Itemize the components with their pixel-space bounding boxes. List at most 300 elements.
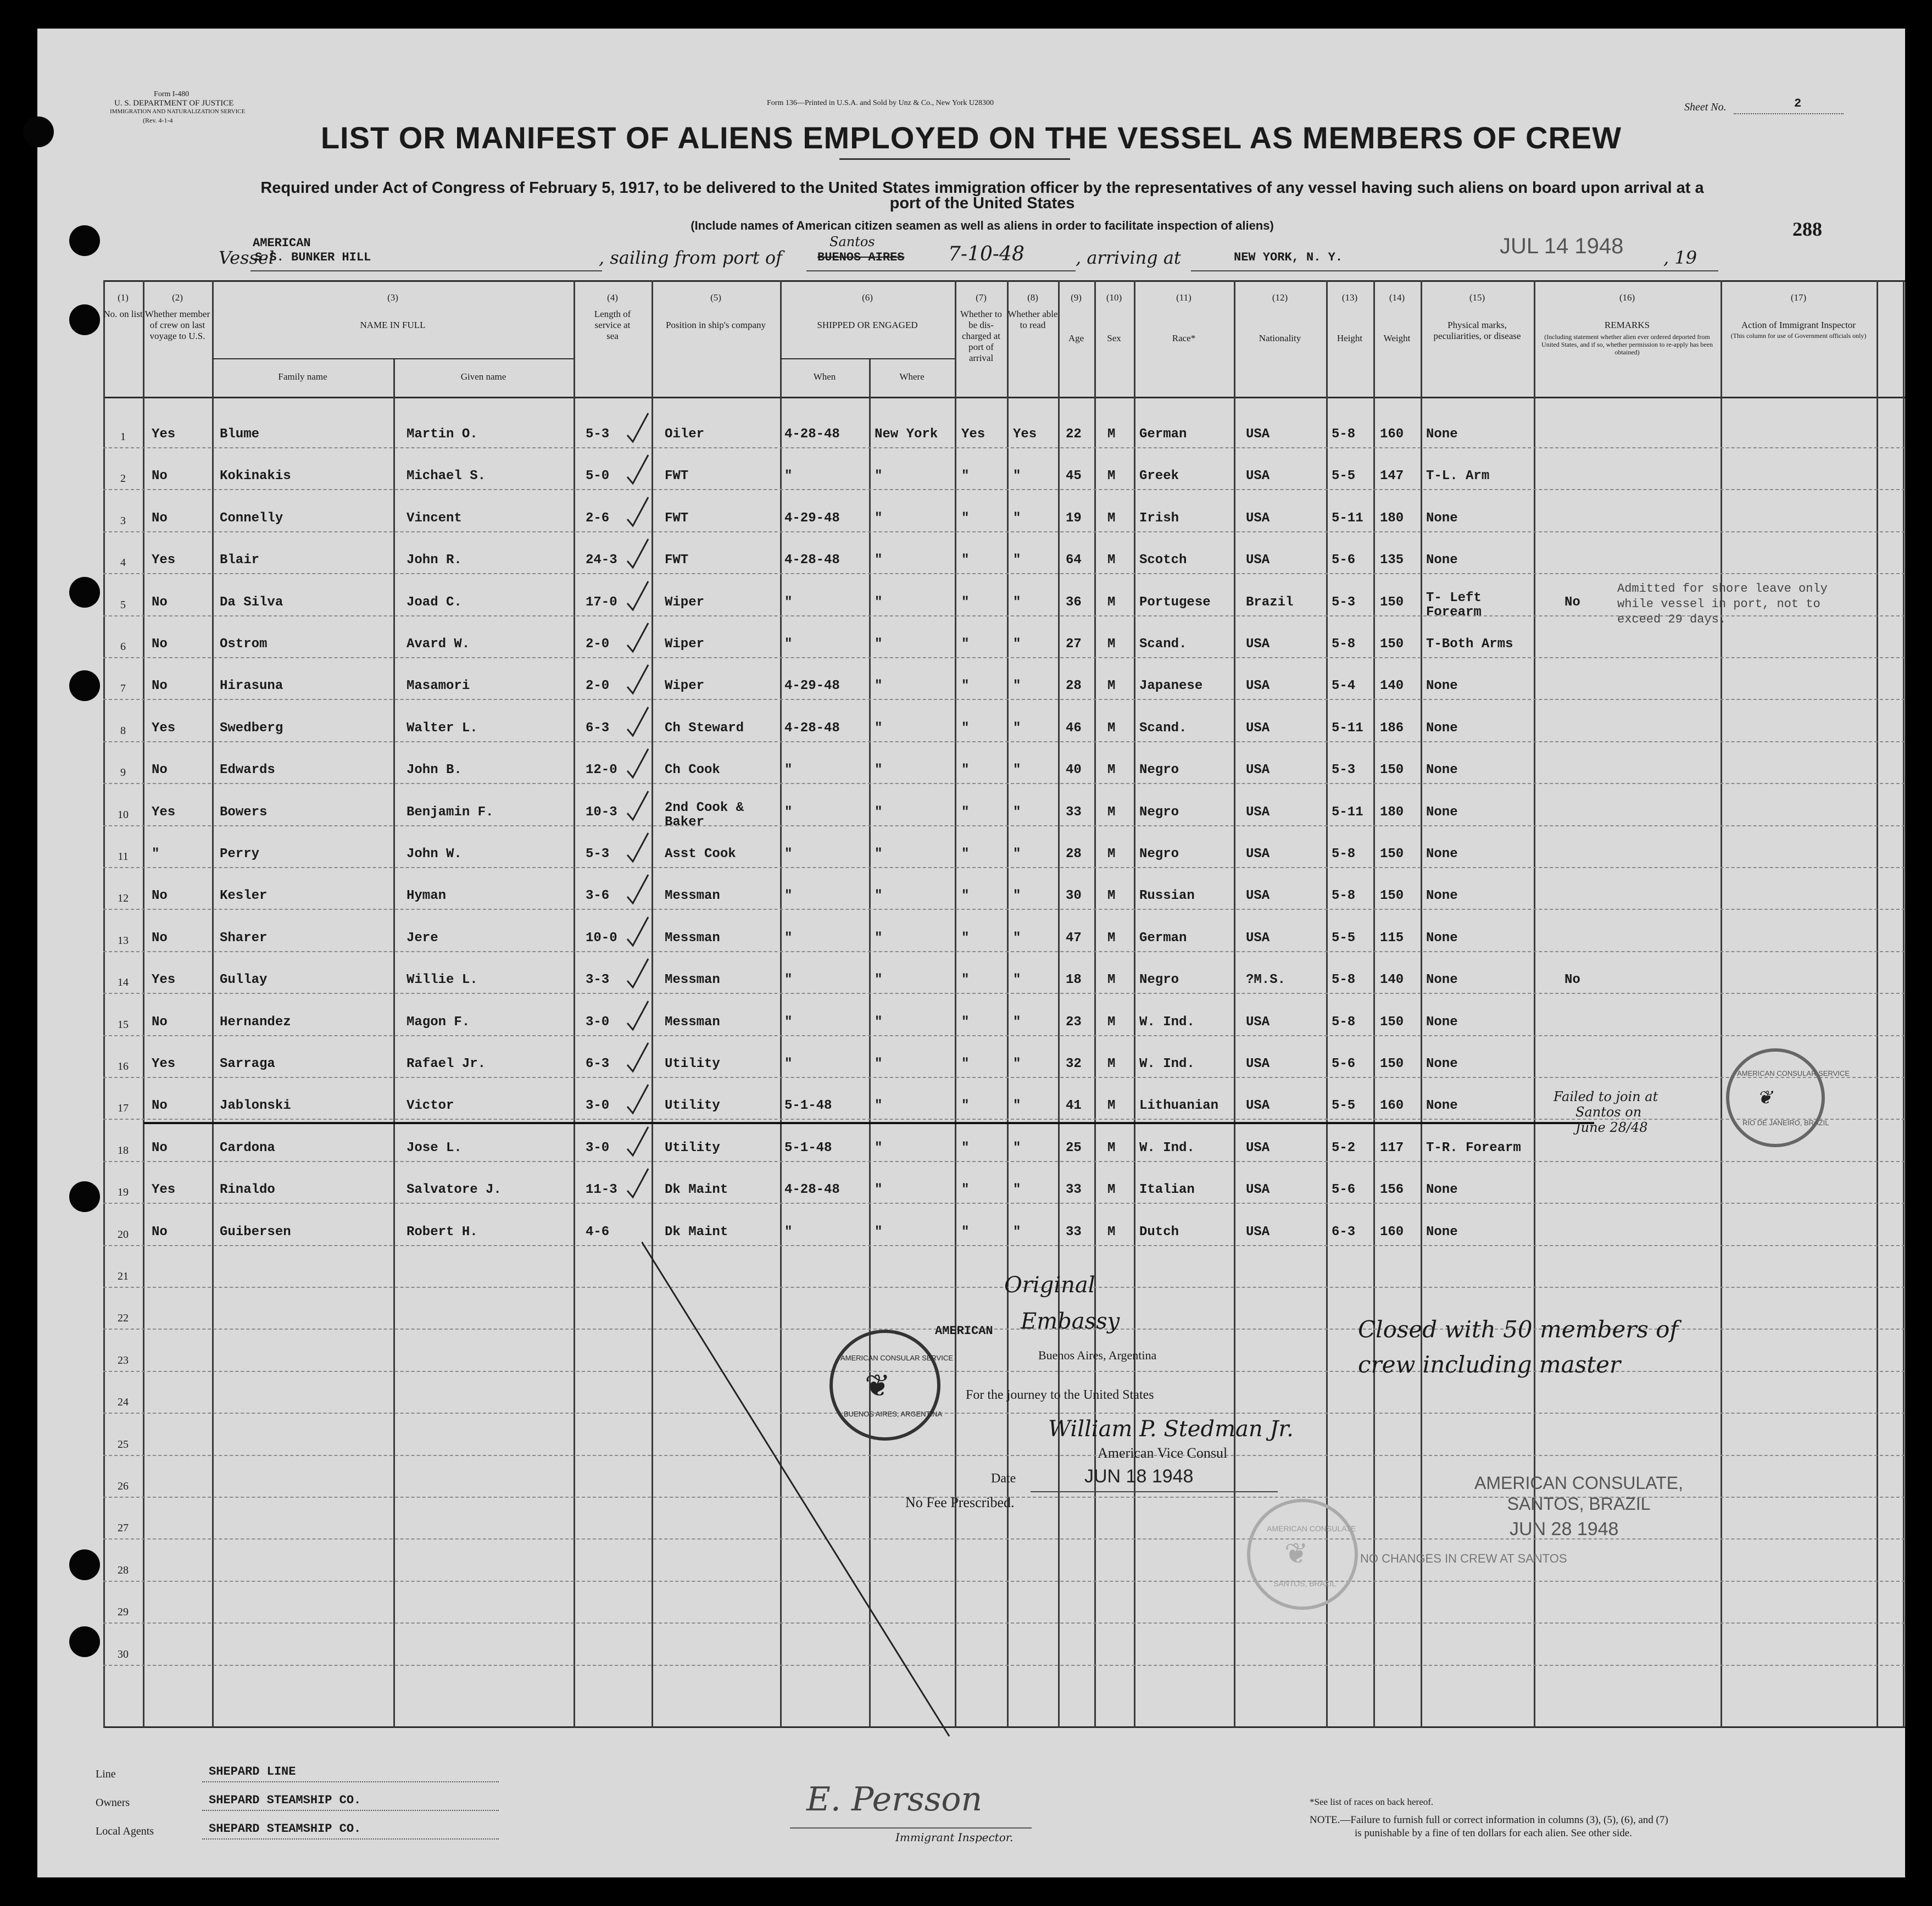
- col-header-3: (3) NAME IN FULL: [360, 292, 426, 330]
- row-number: 25: [118, 1438, 129, 1451]
- cell-family: Guibersen: [220, 1224, 291, 1240]
- cell-when: 4-28-48: [784, 1182, 840, 1198]
- cell-prev: Yes: [152, 720, 176, 736]
- cell-age: 47: [1066, 930, 1082, 946]
- cell-sex: M: [1107, 930, 1116, 946]
- cell-family: Edwards: [220, 763, 275, 778]
- cell-weight: 150: [1380, 1014, 1404, 1030]
- col-line: [143, 280, 144, 1727]
- row-rule: [103, 1665, 1905, 1666]
- cell-weight: 150: [1380, 888, 1404, 904]
- cell-weight: 140: [1380, 679, 1404, 694]
- cell-service: 17-0: [586, 594, 617, 610]
- owners-value: SHEPARD STEAMSHIP CO.: [209, 1793, 361, 1807]
- subtitle-port: port of the United States: [889, 195, 1075, 212]
- arriving-port: NEW YORK, N. Y.: [1234, 251, 1343, 264]
- row-number: 20: [118, 1228, 129, 1241]
- arrival-date-stamp: JUL 14 1948: [1500, 234, 1624, 258]
- cell-read: ": [1013, 720, 1021, 736]
- embassy-typed: AMERICAN: [935, 1324, 993, 1338]
- cell-remarks: No: [1564, 594, 1580, 610]
- cell-nationality: USA: [1246, 763, 1270, 778]
- cell-position: Dk Maint: [665, 1224, 728, 1240]
- col-line: [574, 280, 575, 1727]
- row-rule: [103, 1538, 1905, 1540]
- col-header-12: (12) Nationality: [1259, 292, 1301, 343]
- check-mark: [624, 411, 652, 444]
- cell-when: 4-28-48: [784, 720, 840, 736]
- col-header-13: (13) Height: [1337, 292, 1363, 343]
- row-rule: [103, 783, 1905, 784]
- check-mark: [624, 621, 652, 654]
- cell-when: 4-29-48: [784, 679, 840, 694]
- cell-marks: None: [1426, 553, 1458, 568]
- cell-race: Japanese: [1139, 679, 1203, 694]
- cell-marks: None: [1426, 763, 1458, 778]
- col-header-1: (1) No. on list: [103, 292, 143, 319]
- seal-rio: AMERICAN CONSULAR SERVICE ❦ RIO DE JANEIRO, BRAZIL: [1726, 1048, 1825, 1147]
- cell-marks: None: [1426, 1014, 1458, 1030]
- cell-read: ": [1013, 763, 1021, 778]
- cell-where: ": [875, 594, 883, 610]
- cell-age: 45: [1066, 469, 1082, 484]
- table-top-border: [103, 280, 1905, 282]
- cell-read: ": [1013, 930, 1021, 946]
- cell-weight: 180: [1380, 510, 1404, 526]
- sailing-port: BUENOS AIRES: [817, 251, 905, 264]
- cell-given: Magon F.: [407, 1014, 470, 1030]
- cell-when: 4-28-48: [784, 553, 840, 568]
- cell-discharged: ": [961, 930, 970, 946]
- cell-nationality: USA: [1246, 720, 1270, 736]
- cell-given: Walter L.: [407, 720, 478, 736]
- sailing-label: , sailing from port of: [599, 247, 782, 268]
- cell-given: Hyman: [407, 888, 447, 904]
- cell-nationality: USA: [1246, 1098, 1270, 1114]
- cell-given: Michael S.: [407, 469, 486, 484]
- row-rule: [103, 1413, 1905, 1414]
- cell-marks: None: [1426, 679, 1458, 694]
- cell-weight: 147: [1380, 469, 1404, 484]
- cell-where: ": [875, 510, 883, 526]
- check-mark: [624, 453, 652, 486]
- cell-service: 12-0: [586, 763, 617, 778]
- cell-service: 10-0: [586, 930, 617, 946]
- cell-race: Scotch: [1139, 553, 1187, 568]
- cell-where: ": [875, 973, 883, 988]
- cell-service: 2-6: [586, 510, 610, 526]
- cell-prev: No: [152, 679, 168, 694]
- cell-discharged: ": [961, 594, 970, 610]
- service-name: IMMIGRATION AND NATURALIZATION SERVICE: [110, 108, 246, 115]
- row-number: 2: [120, 473, 126, 485]
- cell-height: 5-5: [1332, 1098, 1356, 1114]
- cell-position: Utility: [665, 1098, 720, 1114]
- cell-service: 3-3: [586, 973, 610, 988]
- cell-sex: M: [1107, 427, 1116, 442]
- cell-height: 5-5: [1332, 469, 1356, 484]
- cell-age: 40: [1066, 763, 1082, 778]
- cell-weight: 117: [1380, 1140, 1404, 1155]
- cell-age: 27: [1066, 637, 1082, 652]
- cell-discharged: ": [961, 510, 970, 526]
- cell-discharged: ": [961, 1140, 970, 1155]
- cell-height: 5-6: [1332, 1182, 1356, 1198]
- col-line: [212, 280, 214, 1727]
- cell-height: 5-8: [1332, 637, 1356, 652]
- cell-given: Victor: [407, 1098, 454, 1114]
- subheader-line: [780, 358, 955, 359]
- cell-when: ": [784, 469, 793, 484]
- arriving-line: [1191, 270, 1488, 271]
- cell-discharged: ": [961, 888, 970, 904]
- date-label: Date: [991, 1471, 1016, 1486]
- cell-sex: M: [1107, 804, 1116, 820]
- row-rule: [103, 1245, 1905, 1246]
- table-header-bottom: [103, 397, 1905, 398]
- cell-weight: 150: [1380, 637, 1404, 652]
- cell-where: New York: [875, 427, 938, 442]
- cell-given: Vincent: [407, 510, 462, 526]
- cell-sex: M: [1107, 1182, 1116, 1198]
- col-header-given: Given name: [460, 371, 506, 382]
- cell-family: Blume: [220, 427, 260, 442]
- check-mark: [624, 999, 652, 1032]
- row-rule: [103, 699, 1905, 700]
- arriving-label: , arriving at: [1076, 247, 1181, 268]
- cell-race: W. Ind.: [1139, 1140, 1195, 1155]
- shore-leave-note: Admitted for shore leave only while vessel in port, not to exceed 29 days.: [1617, 582, 1828, 626]
- row-rule: [103, 447, 1905, 448]
- row-rule: [103, 1035, 1905, 1036]
- row-number: 15: [118, 1018, 129, 1031]
- cell-height: 5-3: [1332, 763, 1356, 778]
- cell-marks: None: [1426, 427, 1458, 442]
- col-line: [1903, 280, 1905, 1727]
- vessel-label: Vessel: [219, 247, 275, 268]
- check-mark: [624, 495, 652, 528]
- cell-read: ": [1013, 469, 1021, 484]
- cell-age: 28: [1066, 847, 1082, 862]
- cell-age: 25: [1066, 1140, 1082, 1155]
- cell-read: ": [1013, 847, 1021, 862]
- cell-sex: M: [1107, 510, 1116, 526]
- cell-nationality: USA: [1246, 888, 1270, 904]
- check-mark: [624, 789, 652, 822]
- row-number: 28: [118, 1564, 129, 1576]
- row-number: 19: [118, 1186, 129, 1199]
- cell-sex: M: [1107, 1057, 1116, 1071]
- cell-height: 5-11: [1332, 510, 1363, 526]
- cell-where: ": [875, 1098, 883, 1114]
- row-rule: [103, 1203, 1905, 1204]
- cell-age: 33: [1066, 1224, 1082, 1240]
- row-number: 10: [118, 808, 129, 821]
- row-number: 27: [118, 1522, 129, 1535]
- strike-line-row-17: [144, 1122, 1594, 1124]
- cell-nationality: USA: [1246, 679, 1270, 694]
- cell-when: ": [784, 930, 793, 946]
- cell-read: ": [1013, 1224, 1021, 1240]
- cell-given: Benjamin F.: [407, 804, 494, 820]
- agents-underline: [202, 1838, 499, 1840]
- sailing-line: [806, 270, 1076, 271]
- punch-hole: [69, 1549, 100, 1580]
- row-number: 22: [118, 1312, 129, 1325]
- check-mark: [624, 915, 652, 948]
- cell-given: John W.: [407, 847, 462, 862]
- cell-weight: 160: [1380, 1098, 1404, 1114]
- cell-marks: None: [1426, 847, 1458, 862]
- cell-service: 3-0: [586, 1014, 610, 1030]
- cell-read: ": [1013, 1140, 1021, 1155]
- cell-race: Greek: [1139, 469, 1179, 484]
- cell-where: ": [875, 1140, 883, 1155]
- cell-when: ": [784, 888, 793, 904]
- check-mark: [624, 747, 652, 780]
- failure-note-2: is punishable by a fine of ten dollars for each alien. See other side.: [1355, 1827, 1632, 1839]
- cell-prev: Yes: [152, 973, 176, 988]
- row-number: 7: [120, 682, 126, 695]
- cell-service: 2-0: [586, 679, 610, 694]
- owners-label: Owners: [96, 1797, 130, 1809]
- table-bottom-border: [103, 1726, 1905, 1728]
- col-header-7: (7) Whether to be dis-charged at port of arrival: [960, 292, 1002, 363]
- cell-read: ": [1013, 1057, 1021, 1071]
- row-number: 5: [120, 598, 126, 611]
- cell-family: Gullay: [220, 973, 268, 988]
- cell-position: Messman: [665, 930, 720, 946]
- cell-marks: None: [1426, 1098, 1458, 1114]
- cell-when: ": [784, 1014, 793, 1030]
- cell-service: 5-0: [586, 469, 610, 484]
- cell-race: Scand.: [1139, 720, 1187, 736]
- row-rule: [103, 1161, 1905, 1162]
- cell-discharged: ": [961, 553, 970, 568]
- cell-marks: T-R. Forearm: [1426, 1140, 1521, 1155]
- row-rule: [103, 531, 1905, 532]
- check-mark: [624, 873, 652, 905]
- row-number: 24: [118, 1396, 129, 1409]
- cell-marks: None: [1426, 1224, 1458, 1240]
- vessel-nationality: AMERICAN: [253, 236, 311, 250]
- cell-age: 64: [1066, 553, 1082, 568]
- year-label: , 19: [1663, 247, 1697, 268]
- cell-discharged: ": [961, 1014, 970, 1030]
- cell-family: Connelly: [220, 510, 283, 526]
- cell-service: 5-3: [586, 427, 610, 442]
- cell-where: ": [875, 804, 883, 820]
- cell-age: 22: [1066, 427, 1082, 442]
- cell-height: 5-3: [1332, 594, 1356, 610]
- vessel-line: [250, 270, 602, 271]
- closed-with-note: Closed with 50 members of crew including master: [1358, 1316, 1679, 1378]
- col-header-4: (4) Length of service at sea: [594, 292, 631, 341]
- cell-sex: M: [1107, 469, 1116, 484]
- cell-race: Negro: [1139, 973, 1179, 988]
- check-mark: [624, 957, 652, 990]
- cell-age: 36: [1066, 594, 1082, 610]
- cell-service: 10-3: [586, 804, 617, 820]
- cell-nationality: USA: [1246, 427, 1270, 442]
- cell-sex: M: [1107, 888, 1116, 904]
- cell-when: ": [784, 637, 793, 652]
- cell-race: Negro: [1139, 763, 1179, 778]
- cell-family: Hernandez: [220, 1014, 291, 1030]
- cell-where: ": [875, 679, 883, 694]
- cell-discharged: ": [961, 469, 970, 484]
- row-number: 23: [118, 1354, 129, 1366]
- row-number: 12: [118, 892, 129, 905]
- cell-read: ": [1013, 594, 1021, 610]
- santos-date-stamp: JUN 28 1948: [1510, 1519, 1619, 1540]
- cell-discharged: ": [961, 1098, 970, 1114]
- cell-remarks: No: [1564, 973, 1580, 988]
- cell-position: Wiper: [665, 594, 705, 610]
- cell-where: ": [875, 637, 883, 652]
- no-changes-stamp: NO CHANGES IN CREW AT SANTOS: [1360, 1552, 1567, 1565]
- cell-height: 5-6: [1332, 553, 1356, 568]
- cell-marks: None: [1426, 804, 1458, 820]
- cell-height: 5-8: [1332, 1014, 1356, 1030]
- cell-family: Sharer: [220, 930, 268, 946]
- cell-race: Negro: [1139, 804, 1179, 820]
- row-rule: [103, 657, 1905, 658]
- cell-position: FWT: [665, 469, 689, 484]
- cell-age: 28: [1066, 679, 1082, 694]
- cell-service: 6-3: [586, 720, 610, 736]
- cell-sex: M: [1107, 553, 1116, 568]
- cell-marks: None: [1426, 930, 1458, 946]
- cell-race: Italian: [1139, 1182, 1195, 1198]
- col-line: [1421, 280, 1422, 1727]
- inspector-signature: E. Persson: [806, 1780, 983, 1819]
- cell-weight: 150: [1380, 763, 1404, 778]
- row-rule: [103, 573, 1905, 574]
- cell-family: Bowers: [220, 804, 268, 820]
- row-number: 9: [120, 766, 126, 779]
- col-header-14: (14) Weight: [1383, 292, 1411, 343]
- row-number: 26: [118, 1480, 129, 1492]
- col-line: [1373, 280, 1375, 1727]
- row-number: 14: [118, 976, 129, 989]
- col-header-11: (11) Race*: [1172, 292, 1196, 343]
- punch-hole: [69, 1626, 100, 1657]
- cell-prev: No: [152, 1098, 168, 1114]
- cell-family: Swedberg: [220, 720, 283, 736]
- col-header-family: Family name: [278, 371, 327, 382]
- cell-marks: T-Both Arms: [1426, 637, 1513, 652]
- cell-service: 4-6: [586, 1224, 610, 1240]
- cell-position: Wiper: [665, 637, 705, 652]
- col-header-15: (15) Physical marks, peculiarities, or disease: [1433, 292, 1521, 341]
- cell-family: Rinaldo: [220, 1182, 275, 1198]
- cell-nationality: Brazil: [1246, 594, 1294, 610]
- cell-where: ": [875, 469, 883, 484]
- cell-marks: None: [1426, 1057, 1458, 1071]
- cell-read: ": [1013, 510, 1021, 526]
- row-rule: [103, 741, 1905, 742]
- vessel-name: S.S. BUNKER HILL: [255, 251, 371, 264]
- cell-family: Sarraga: [220, 1057, 275, 1071]
- date-line: [1488, 270, 1718, 271]
- punch-hole: [69, 225, 100, 256]
- cell-when: ": [784, 1057, 793, 1071]
- col-header-8: (8) Whether able to read: [1007, 292, 1058, 330]
- cell-position: Asst Cook: [665, 847, 736, 862]
- embassy-city: Buenos Aires, Argentina: [1038, 1348, 1157, 1362]
- row-number: 8: [120, 724, 126, 737]
- cell-sex: M: [1107, 1140, 1116, 1155]
- cell-marks: T- Left Forearm: [1426, 590, 1482, 620]
- original-annotation: Original: [1004, 1272, 1095, 1298]
- cell-given: Robert H.: [407, 1224, 478, 1240]
- cell-nationality: USA: [1246, 804, 1270, 820]
- cell-discharged: ": [961, 720, 970, 736]
- cell-prev: No: [152, 1140, 168, 1155]
- col-line: [103, 280, 105, 1727]
- col-line: [1134, 280, 1135, 1727]
- line-label: Line: [96, 1768, 116, 1780]
- sheet-label: Sheet No.: [1684, 101, 1727, 113]
- embassy-hand: Embassy: [1021, 1309, 1120, 1334]
- cell-race: Portugese: [1139, 594, 1211, 610]
- row-number: 29: [118, 1606, 129, 1619]
- cell-sex: M: [1107, 679, 1116, 694]
- cell-height: 5-6: [1332, 1057, 1356, 1071]
- date-line: [1031, 1491, 1278, 1492]
- cell-age: 33: [1066, 804, 1082, 820]
- cell-given: Rafael Jr.: [407, 1057, 486, 1071]
- cell-when: ": [784, 973, 793, 988]
- cell-prev: Yes: [152, 1057, 176, 1071]
- cell-discharged: ": [961, 637, 970, 652]
- cell-prev: No: [152, 510, 168, 526]
- agents-value: SHEPARD STEAMSHIP CO.: [209, 1822, 361, 1836]
- col-header-9: (9) Age: [1068, 292, 1084, 343]
- check-mark: [624, 537, 652, 570]
- cell-service: 6-3: [586, 1057, 610, 1071]
- cell-nationality: USA: [1246, 469, 1270, 484]
- cell-weight: 160: [1380, 427, 1404, 442]
- row-rule: [103, 951, 1905, 952]
- cell-height: 5-8: [1332, 888, 1356, 904]
- cell-discharged: ": [961, 1224, 970, 1240]
- cell-race: Russian: [1139, 888, 1195, 904]
- cell-sex: M: [1107, 973, 1116, 988]
- cell-position: FWT: [665, 553, 689, 568]
- manifest-sheet: [37, 29, 1905, 1877]
- row-number: 17: [118, 1102, 129, 1115]
- cell-service: 24-3: [586, 553, 617, 568]
- cell-discharged: ": [961, 804, 970, 820]
- cell-family: Perry: [220, 847, 260, 862]
- cell-sex: M: [1107, 847, 1116, 862]
- cell-nationality: USA: [1246, 930, 1270, 946]
- cell-marks: None: [1426, 888, 1458, 904]
- races-note: *See list of races on back hereof.: [1310, 1797, 1434, 1807]
- row-number: 11: [118, 851, 129, 863]
- col-header-16: (16) REMARKS (Including statement whether alien ever ordered deported from United States, and if so, whether permission to re-apply has been obtained): [1541, 292, 1713, 356]
- printer-note: Form 136—Printed in U.S.A. and Sold by Unz & Co., New York U28300: [767, 99, 994, 107]
- check-mark: [624, 579, 652, 612]
- cell-race: Lithuanian: [1139, 1098, 1219, 1114]
- cell-height: 5-2: [1332, 1140, 1356, 1155]
- cell-where: ": [875, 720, 883, 736]
- cell-sex: M: [1107, 720, 1116, 736]
- cell-age: 19: [1066, 510, 1082, 526]
- cell-age: 23: [1066, 1014, 1082, 1030]
